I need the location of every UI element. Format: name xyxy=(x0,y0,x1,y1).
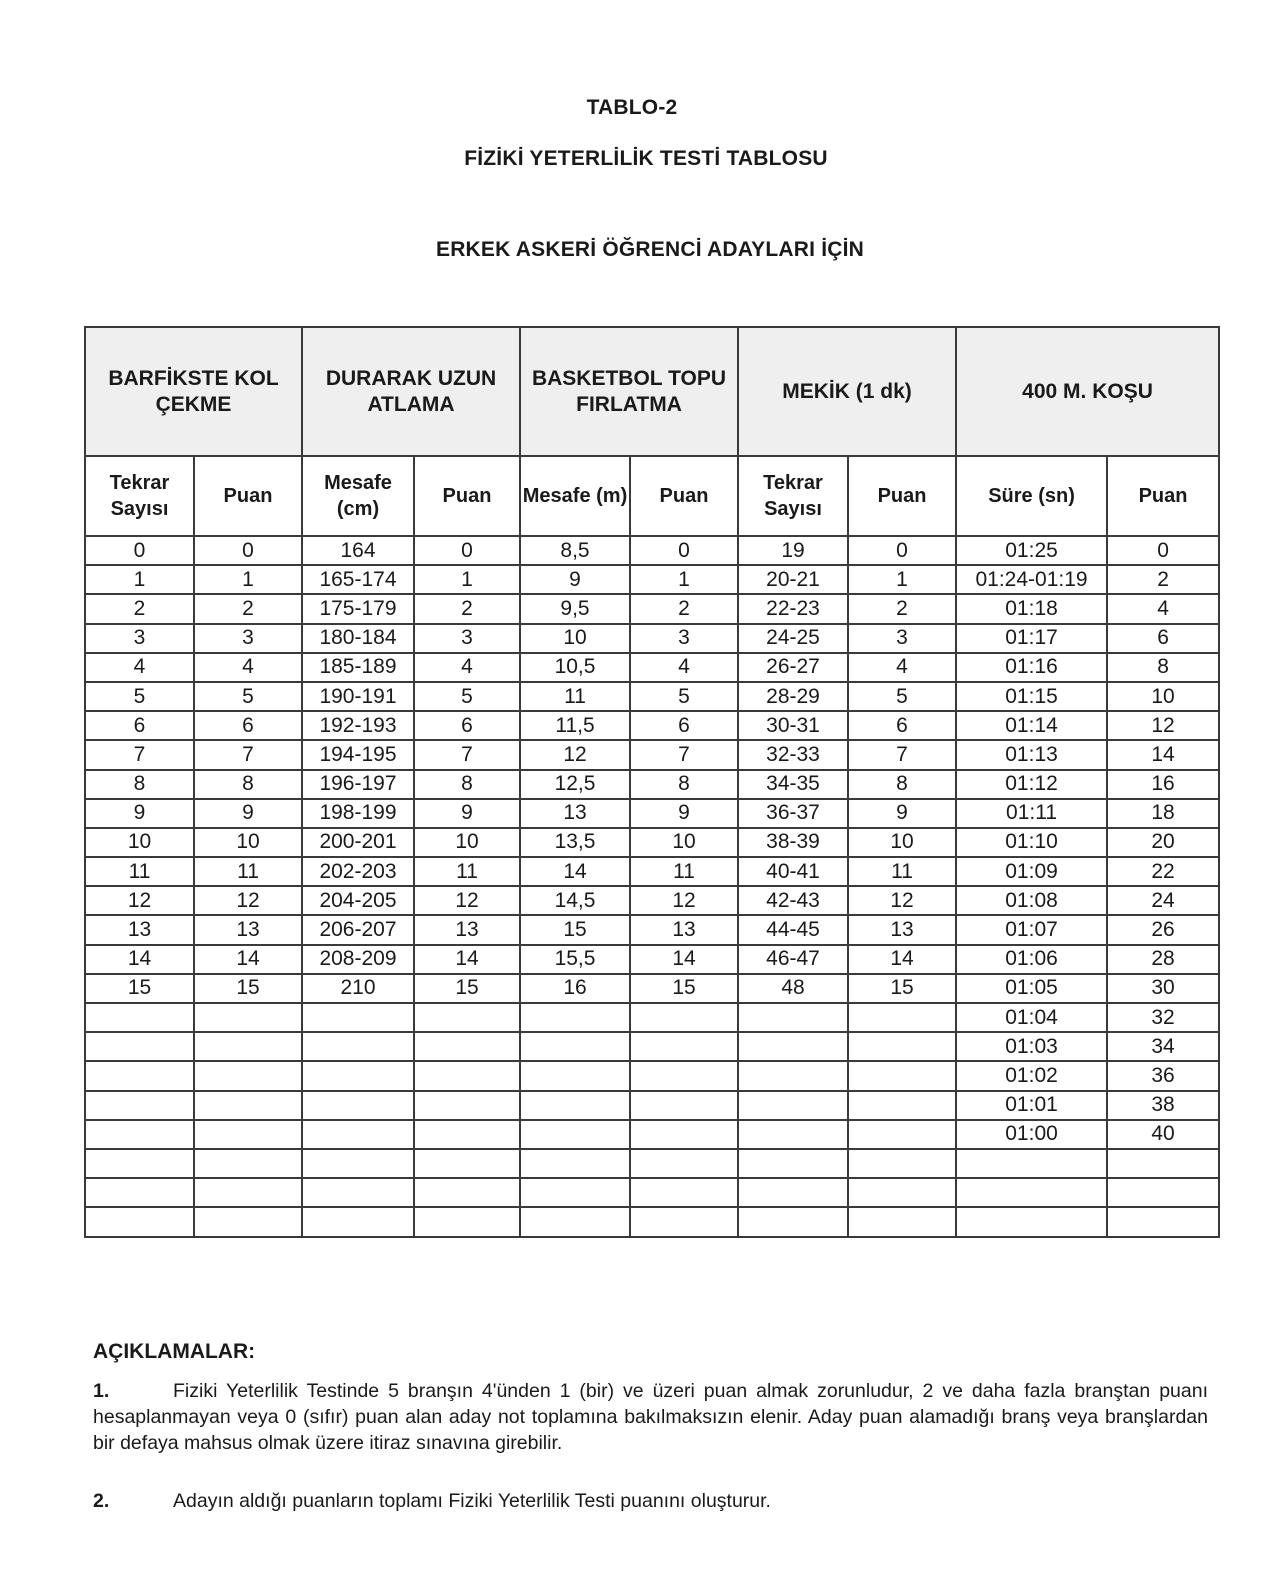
table-cell: 6 xyxy=(414,711,520,740)
table-cell: 198-199 xyxy=(302,799,414,828)
table-cell: 34-35 xyxy=(738,770,848,799)
table-cell: 0 xyxy=(414,536,520,565)
table-cell: 8 xyxy=(414,770,520,799)
table-cell: 5 xyxy=(85,682,194,711)
note-number: 1. xyxy=(93,1380,110,1402)
table-cell: 01:00 xyxy=(956,1120,1107,1149)
table-cell xyxy=(302,1091,414,1120)
table-cell: 12 xyxy=(414,886,520,915)
table-cell: 6 xyxy=(630,711,738,740)
table-cell: 12 xyxy=(630,886,738,915)
table-row xyxy=(85,1032,1219,1061)
table-cell: 01:14 xyxy=(956,711,1107,740)
table-cell: 10 xyxy=(194,828,302,857)
table-cell: 19 xyxy=(738,536,848,565)
column-header: Puan xyxy=(630,456,738,536)
table-cell: 01:07 xyxy=(956,915,1107,944)
table-cell: 8 xyxy=(848,770,956,799)
table-row xyxy=(85,1061,1219,1090)
table-cell xyxy=(302,1149,414,1178)
table-cell: 01:05 xyxy=(956,974,1107,1003)
table-cell: 15 xyxy=(520,915,630,944)
table-row xyxy=(85,770,1219,799)
table-cell xyxy=(414,1032,520,1061)
table-cell: 14 xyxy=(414,945,520,974)
table-cell: 8 xyxy=(1107,653,1219,682)
table-cell: 18 xyxy=(1107,799,1219,828)
table-cell: 36-37 xyxy=(738,799,848,828)
table-row xyxy=(85,624,1219,653)
table-cell xyxy=(520,1003,630,1032)
table-row xyxy=(85,915,1219,944)
table-cell: 4 xyxy=(194,653,302,682)
table-cell xyxy=(630,1091,738,1120)
table-cell: 9 xyxy=(414,799,520,828)
table-cell: 40-41 xyxy=(738,857,848,886)
column-header: Mesafe (cm) xyxy=(302,456,414,536)
table-cell xyxy=(520,1207,630,1236)
table-cell: 7 xyxy=(630,740,738,769)
table-cell xyxy=(738,1207,848,1236)
table-cell xyxy=(956,1207,1107,1236)
table-cell: 9,5 xyxy=(520,594,630,623)
table-cell xyxy=(194,1091,302,1120)
table-cell: 01:15 xyxy=(956,682,1107,711)
group-header: 400 M. KOŞU xyxy=(956,327,1219,456)
table-cell: 36 xyxy=(1107,1061,1219,1090)
table-cell: 11,5 xyxy=(520,711,630,740)
table-cell: 13 xyxy=(85,915,194,944)
table-cell xyxy=(414,1207,520,1236)
note-number: 2. xyxy=(93,1490,110,1512)
table-cell: 13 xyxy=(194,915,302,944)
table-cell: 01:09 xyxy=(956,857,1107,886)
table-cell xyxy=(630,1149,738,1178)
table-cell: 175-179 xyxy=(302,594,414,623)
table-cell: 4 xyxy=(85,653,194,682)
table-cell: 1 xyxy=(630,565,738,594)
table-row xyxy=(85,1149,1219,1178)
table-cell: 14 xyxy=(848,945,956,974)
note-text: Fiziki Yeterlilik Testinde 5 branşın 4'ünden 1 (bir) ve üzeri puan almak zorunludur, 2 ve daha fazla branştan puanı hesaplanmayan veya 0 (sıfır) puan alan aday not toplamına bakılmaksızın elenir. Aday puan alamadığı branş veya branşlardan bir defaya mahsus olmak üzere itiraz sınavına girebilir. xyxy=(93,1380,1208,1454)
table-cell: 2 xyxy=(848,594,956,623)
table-cell: 6 xyxy=(85,711,194,740)
table-cell: 30-31 xyxy=(738,711,848,740)
table-cell: 26-27 xyxy=(738,653,848,682)
fitness-score-table xyxy=(84,326,1220,1238)
column-header: Puan xyxy=(194,456,302,536)
table-cell: 0 xyxy=(85,536,194,565)
table-cell: 9 xyxy=(520,565,630,594)
table-cell: 16 xyxy=(520,974,630,1003)
table-cell xyxy=(520,1032,630,1061)
table-row xyxy=(85,740,1219,769)
table-cell: 01:24-01:19 xyxy=(956,565,1107,594)
column-header: Puan xyxy=(1107,456,1219,536)
page-heading: ERKEK ASKERİ ÖĞRENCİ ADAYLARI İÇİN xyxy=(435,238,864,261)
table-cell xyxy=(1107,1207,1219,1236)
table-cell: 196-197 xyxy=(302,770,414,799)
table-cell: 11 xyxy=(848,857,956,886)
table-cell xyxy=(520,1061,630,1090)
table-cell xyxy=(520,1178,630,1207)
table-cell: 13 xyxy=(630,915,738,944)
table-cell: 28-29 xyxy=(738,682,848,711)
table-cell xyxy=(85,1207,194,1236)
table-cell: 200-201 xyxy=(302,828,414,857)
table-cell: 14 xyxy=(1107,740,1219,769)
table-cell: 5 xyxy=(414,682,520,711)
table-cell: 4 xyxy=(1107,594,1219,623)
table-cell: 8 xyxy=(85,770,194,799)
table-row xyxy=(85,536,1219,565)
column-header: Mesafe (m) xyxy=(520,456,630,536)
table-cell: 38-39 xyxy=(738,828,848,857)
table-cell xyxy=(85,1091,194,1120)
table-cell xyxy=(738,1003,848,1032)
table-cell: 194-195 xyxy=(302,740,414,769)
table-cell: 12 xyxy=(1107,711,1219,740)
note-item xyxy=(93,1378,1208,1456)
table-cell: 10 xyxy=(848,828,956,857)
table-cell: 01:08 xyxy=(956,886,1107,915)
table-cell: 9 xyxy=(194,799,302,828)
table-cell: 8 xyxy=(630,770,738,799)
table-cell: 20 xyxy=(1107,828,1219,857)
table-cell xyxy=(414,1091,520,1120)
table-row xyxy=(85,653,1219,682)
table-cell: 12 xyxy=(520,740,630,769)
table-cell: 32 xyxy=(1107,1003,1219,1032)
table-cell xyxy=(956,1149,1107,1178)
table-cell: 44-45 xyxy=(738,915,848,944)
table-cell xyxy=(630,1120,738,1149)
table-cell: 42-43 xyxy=(738,886,848,915)
table-cell: 2 xyxy=(414,594,520,623)
table-cell xyxy=(414,1120,520,1149)
table-cell: 11 xyxy=(194,857,302,886)
table-cell xyxy=(85,1178,194,1207)
table-cell: 40 xyxy=(1107,1120,1219,1149)
table-cell: 10,5 xyxy=(520,653,630,682)
table-cell xyxy=(848,1003,956,1032)
table-cell xyxy=(630,1061,738,1090)
table-cell: 14 xyxy=(85,945,194,974)
table-cell xyxy=(85,1061,194,1090)
table-cell: 01:01 xyxy=(956,1091,1107,1120)
notes-heading: AÇIKLAMALAR: xyxy=(93,1340,256,1363)
table-cell: 15 xyxy=(630,974,738,1003)
group-header: DURARAK UZUN ATLAMA xyxy=(302,327,520,456)
table-row xyxy=(85,594,1219,623)
table-cell: 13,5 xyxy=(520,828,630,857)
table-cell: 14 xyxy=(630,945,738,974)
table-cell: 9 xyxy=(848,799,956,828)
table-cell: 6 xyxy=(194,711,302,740)
table-cell: 01:18 xyxy=(956,594,1107,623)
table-cell: 22 xyxy=(1107,857,1219,886)
table-cell: 26 xyxy=(1107,915,1219,944)
table-cell: 01:11 xyxy=(956,799,1107,828)
table-cell: 46-47 xyxy=(738,945,848,974)
table-cell: 4 xyxy=(414,653,520,682)
table-row xyxy=(85,857,1219,886)
table-cell xyxy=(194,1149,302,1178)
table-row xyxy=(85,1003,1219,1032)
table-cell xyxy=(194,1178,302,1207)
table-row xyxy=(85,682,1219,711)
table-cell: 15,5 xyxy=(520,945,630,974)
table-cell: 32-33 xyxy=(738,740,848,769)
table-cell: 1 xyxy=(848,565,956,594)
table-cell: 28 xyxy=(1107,945,1219,974)
table-cell: 01:17 xyxy=(956,624,1107,653)
table-cell: 10 xyxy=(520,624,630,653)
table-cell xyxy=(414,1061,520,1090)
table-cell xyxy=(630,1003,738,1032)
table-cell: 1 xyxy=(194,565,302,594)
table-cell: 22-23 xyxy=(738,594,848,623)
table-cell: 10 xyxy=(1107,682,1219,711)
table-cell: 01:13 xyxy=(956,740,1107,769)
table-cell: 48 xyxy=(738,974,848,1003)
table-cell: 01:04 xyxy=(956,1003,1107,1032)
table-row xyxy=(85,974,1219,1003)
table-cell: 10 xyxy=(630,828,738,857)
table-row xyxy=(85,799,1219,828)
table-cell: 01:12 xyxy=(956,770,1107,799)
table-body xyxy=(85,536,1219,1237)
table-cell: 2 xyxy=(85,594,194,623)
table-cell xyxy=(630,1032,738,1061)
table-cell: 206-207 xyxy=(302,915,414,944)
table-row xyxy=(85,1120,1219,1149)
table-cell xyxy=(738,1061,848,1090)
table-cell xyxy=(848,1149,956,1178)
table-cell: 5 xyxy=(848,682,956,711)
table-row xyxy=(85,1091,1219,1120)
table-cell: 180-184 xyxy=(302,624,414,653)
table-cell xyxy=(302,1207,414,1236)
table-cell: 3 xyxy=(414,624,520,653)
table-cell: 34 xyxy=(1107,1032,1219,1061)
table-cell: 15 xyxy=(194,974,302,1003)
table-cell xyxy=(194,1032,302,1061)
table-cell xyxy=(520,1149,630,1178)
table-cell: 01:02 xyxy=(956,1061,1107,1090)
table-cell xyxy=(85,1120,194,1149)
table-row xyxy=(85,565,1219,594)
table-cell: 1 xyxy=(414,565,520,594)
table-cell: 11 xyxy=(85,857,194,886)
table-cell: 0 xyxy=(194,536,302,565)
table-cell: 20-21 xyxy=(738,565,848,594)
table-cell xyxy=(302,1120,414,1149)
table-cell: 165-174 xyxy=(302,565,414,594)
table-cell: 14 xyxy=(194,945,302,974)
table-cell xyxy=(848,1207,956,1236)
table-cell: 4 xyxy=(848,653,956,682)
table-cell xyxy=(302,1178,414,1207)
table-cell: 38 xyxy=(1107,1091,1219,1120)
column-header: Puan xyxy=(848,456,956,536)
table-cell: 0 xyxy=(1107,536,1219,565)
table-cell: 2 xyxy=(630,594,738,623)
table-cell xyxy=(414,1003,520,1032)
table-cell: 8 xyxy=(194,770,302,799)
table-cell: 202-203 xyxy=(302,857,414,886)
table-cell: 4 xyxy=(630,653,738,682)
table-cell: 12 xyxy=(85,886,194,915)
table-cell xyxy=(85,1003,194,1032)
table-cell xyxy=(738,1120,848,1149)
table-cell: 3 xyxy=(194,624,302,653)
table-cell xyxy=(848,1120,956,1149)
table-cell: 0 xyxy=(630,536,738,565)
table-cell xyxy=(85,1032,194,1061)
table-cell xyxy=(302,1061,414,1090)
table-row xyxy=(85,886,1219,915)
table-row xyxy=(85,1207,1219,1236)
table-cell: 7 xyxy=(848,740,956,769)
table-cell xyxy=(414,1178,520,1207)
table-cell xyxy=(630,1178,738,1207)
table-cell xyxy=(956,1178,1107,1207)
table-cell: 204-205 xyxy=(302,886,414,915)
table-cell xyxy=(85,1149,194,1178)
table-cell: 16 xyxy=(1107,770,1219,799)
table-cell: 15 xyxy=(414,974,520,1003)
table-cell: 5 xyxy=(194,682,302,711)
table-cell: 7 xyxy=(414,740,520,769)
table-cell: 14,5 xyxy=(520,886,630,915)
table-row xyxy=(85,945,1219,974)
table-cell: 8,5 xyxy=(520,536,630,565)
table-cell xyxy=(1107,1178,1219,1207)
table-cell: 208-209 xyxy=(302,945,414,974)
table-cell: 13 xyxy=(414,915,520,944)
page-subtitle: FİZİKİ YETERLİLİK TESTİ TABLOSU xyxy=(464,147,828,170)
column-header: Süre (sn) xyxy=(956,456,1107,536)
table-cell: 12 xyxy=(194,886,302,915)
table-cell: 9 xyxy=(630,799,738,828)
table-cell: 2 xyxy=(194,594,302,623)
table-cell xyxy=(194,1120,302,1149)
table-cell xyxy=(194,1003,302,1032)
table-row xyxy=(85,711,1219,740)
note-text: Adayın aldığı puanların toplamı Fiziki Yeterlilik Testi puanını oluşturur. xyxy=(173,1490,771,1512)
table-cell xyxy=(738,1149,848,1178)
table-cell: 3 xyxy=(630,624,738,653)
table-cell: 7 xyxy=(194,740,302,769)
table-cell: 192-193 xyxy=(302,711,414,740)
table-cell xyxy=(194,1207,302,1236)
table-cell xyxy=(848,1178,956,1207)
table-cell xyxy=(848,1061,956,1090)
table-cell xyxy=(414,1149,520,1178)
group-header: BASKETBOL TOPU FIRLATMA xyxy=(520,327,738,456)
note-item xyxy=(93,1488,1208,1514)
table-cell xyxy=(302,1003,414,1032)
table-cell: 13 xyxy=(848,915,956,944)
table-cell: 6 xyxy=(848,711,956,740)
table-cell: 01:16 xyxy=(956,653,1107,682)
table-cell: 3 xyxy=(848,624,956,653)
table-cell: 2 xyxy=(1107,565,1219,594)
table-cell: 24 xyxy=(1107,886,1219,915)
table-cell xyxy=(520,1091,630,1120)
table-cell xyxy=(738,1032,848,1061)
table-cell xyxy=(520,1120,630,1149)
table-cell: 164 xyxy=(302,536,414,565)
table-cell: 01:06 xyxy=(956,945,1107,974)
table-cell: 3 xyxy=(85,624,194,653)
column-header: Puan xyxy=(414,456,520,536)
table-cell: 15 xyxy=(848,974,956,1003)
group-header: MEKİK (1 dk) xyxy=(738,327,956,456)
table-cell: 7 xyxy=(85,740,194,769)
table-cell xyxy=(302,1032,414,1061)
table-cell xyxy=(738,1091,848,1120)
group-header: BARFİKSTE KOL ÇEKME xyxy=(85,327,302,456)
table-cell xyxy=(848,1091,956,1120)
table-cell: 5 xyxy=(630,682,738,711)
table-cell: 11 xyxy=(520,682,630,711)
table-cell: 10 xyxy=(414,828,520,857)
column-header: Tekrar Sayısı xyxy=(85,456,194,536)
table-cell: 11 xyxy=(630,857,738,886)
table-row xyxy=(85,1178,1219,1207)
table-cell: 11 xyxy=(414,857,520,886)
table-cell: 190-191 xyxy=(302,682,414,711)
table-cell: 10 xyxy=(85,828,194,857)
table-cell: 1 xyxy=(85,565,194,594)
table-cell: 210 xyxy=(302,974,414,1003)
table-cell: 14 xyxy=(520,857,630,886)
table-row xyxy=(85,828,1219,857)
table-cell: 01:10 xyxy=(956,828,1107,857)
table-cell: 01:25 xyxy=(956,536,1107,565)
table-cell: 12 xyxy=(848,886,956,915)
table-cell xyxy=(194,1061,302,1090)
table-cell: 185-189 xyxy=(302,653,414,682)
table-cell: 6 xyxy=(1107,624,1219,653)
table-cell xyxy=(630,1207,738,1236)
table-cell xyxy=(848,1032,956,1061)
table-cell xyxy=(738,1178,848,1207)
table-cell xyxy=(1107,1149,1219,1178)
table-cell: 30 xyxy=(1107,974,1219,1003)
page-title: TABLO-2 xyxy=(586,96,678,119)
table-cell: 12,5 xyxy=(520,770,630,799)
table-cell: 24-25 xyxy=(738,624,848,653)
sub-header-row xyxy=(85,456,1219,536)
group-header-row xyxy=(85,327,1219,456)
table-cell: 01:03 xyxy=(956,1032,1107,1061)
table-cell: 15 xyxy=(85,974,194,1003)
table-cell: 0 xyxy=(848,536,956,565)
table-cell: 13 xyxy=(520,799,630,828)
column-header: Tekrar Sayısı xyxy=(738,456,848,536)
table-cell: 9 xyxy=(85,799,194,828)
